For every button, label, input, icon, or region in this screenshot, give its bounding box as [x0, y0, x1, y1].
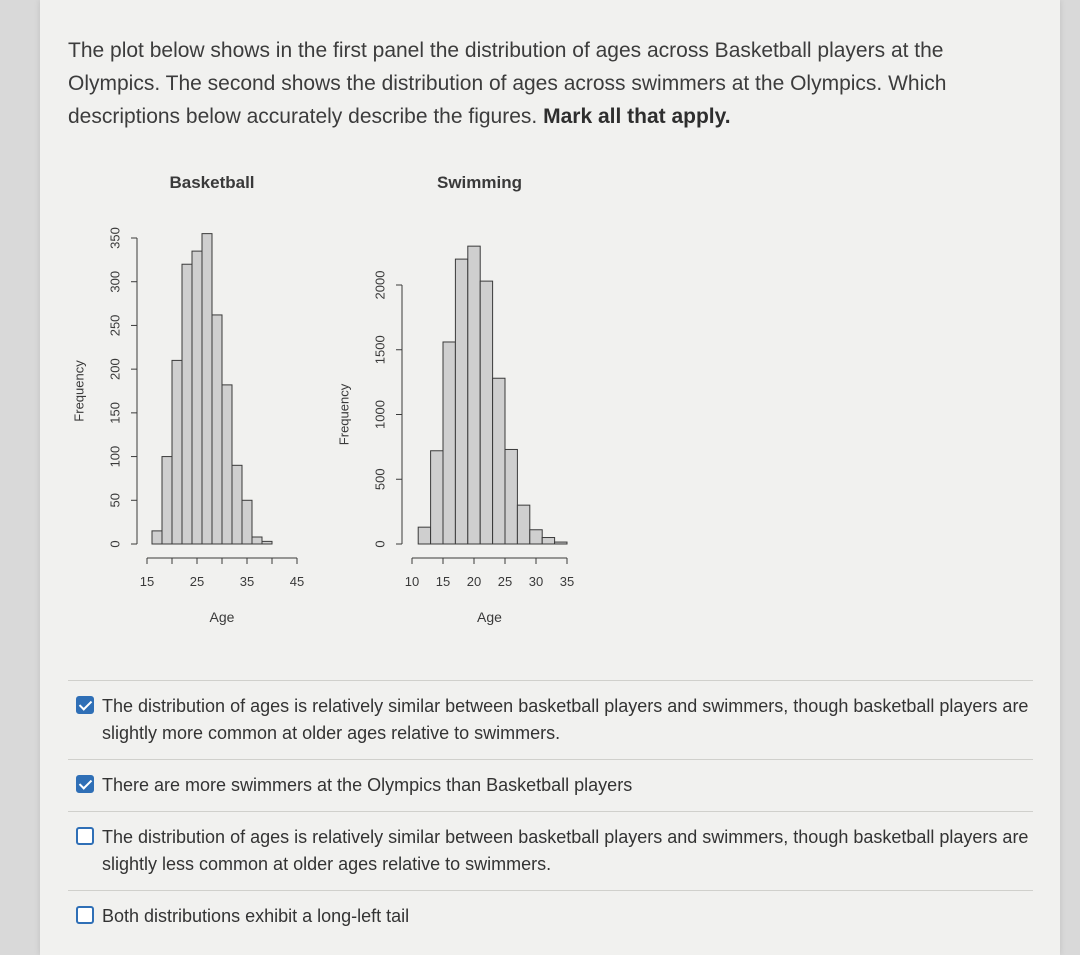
swimming-bar	[555, 542, 567, 544]
basketball-bar	[222, 385, 232, 544]
swimming-bar	[480, 281, 492, 544]
question-emphasis: Mark all that apply.	[543, 105, 731, 128]
basketball-y-tick-label: 350	[107, 227, 123, 249]
answer-options	[68, 680, 1033, 942]
swimming-x-tick-label: 20	[466, 574, 482, 589]
option-3-label: The distribution of ages is relatively similar between basketball players and swimmers, though basketball players are slightly less common at older ages relative to swimmers.	[102, 827, 1029, 874]
swimming-bar	[431, 451, 443, 544]
basketball-bar	[232, 465, 242, 544]
basketball-y-label: Frequency	[71, 360, 87, 422]
option-1-checkbox[interactable]	[76, 696, 94, 714]
option-1[interactable]	[68, 680, 1033, 759]
swimming-bar	[418, 527, 430, 544]
option-3-checkbox[interactable]	[76, 827, 94, 845]
swimming-x-tick-label: 15	[435, 574, 451, 589]
basketball-y-tick-label: 0	[107, 540, 123, 548]
question-body: The plot below shows in the first panel the distribution of ages across Basketball players at the Olympics. The second shows the distribution of ages across swimmers at the Olympics. Which descriptions below accurately describe the figures.	[68, 39, 947, 128]
option-4-checkbox[interactable]	[76, 906, 94, 924]
swimming-x-label: Age	[477, 609, 502, 625]
swimming-title: Swimming	[436, 173, 523, 192]
basketball-bar	[262, 541, 272, 544]
swimming-x-tick-label: 35	[559, 574, 575, 589]
basketball-title: Basketball	[169, 173, 255, 192]
basketball-x-tick-label: 15	[139, 574, 155, 589]
basketball-bar	[212, 315, 222, 544]
swimming-y-tick-label: 1500	[372, 335, 388, 365]
swimming-bar	[493, 378, 505, 544]
basketball-bar	[202, 234, 212, 544]
swimming-y-tick-label: 2000	[372, 270, 388, 300]
basketball-y-tick-label: 250	[107, 314, 123, 337]
basketball-bar	[152, 531, 162, 544]
basketball-y-tick-label: 150	[107, 402, 123, 424]
swimming-x-tick-label: 30	[528, 574, 544, 589]
option-2[interactable]	[68, 759, 1033, 811]
swimming-bar	[530, 530, 542, 544]
basketball-bar	[192, 251, 202, 544]
option-2-checkbox[interactable]	[76, 775, 94, 793]
basketball-bar	[242, 500, 252, 544]
swimming-x-tick-label: 25	[497, 574, 513, 589]
swimming-bar	[468, 246, 480, 544]
basketball-y-tick-label: 100	[107, 445, 123, 468]
option-4[interactable]	[68, 890, 1033, 942]
basketball-histogram	[60, 160, 320, 640]
basketball-bar	[172, 360, 182, 544]
swimming-bar	[542, 538, 554, 544]
basketball-x-tick-label: 35	[239, 574, 255, 589]
swimming-x-tick-label: 10	[404, 574, 420, 589]
swimming-y-tick-label: 1000	[372, 400, 388, 429]
question-text	[68, 34, 998, 133]
swimming-bar	[517, 505, 529, 544]
option-4-label: Both distributions exhibit a long-left tail	[102, 906, 410, 926]
basketball-y-tick-label: 200	[107, 358, 123, 380]
basketball-x-tick-label: 25	[189, 574, 205, 589]
basketball-bar	[252, 537, 262, 544]
swimming-y-label: Frequency	[336, 383, 352, 446]
swimming-histogram	[330, 160, 590, 640]
basketball-x-label: Age	[209, 609, 235, 625]
basketball-bar	[162, 457, 172, 544]
swimming-y-tick-label: 500	[372, 468, 388, 491]
option-3[interactable]	[68, 811, 1033, 890]
basketball-y-tick-label: 300	[107, 270, 123, 293]
swimming-bar	[455, 259, 467, 544]
swimming-y-tick-label: 0	[372, 540, 388, 548]
swimming-bar	[505, 449, 517, 544]
swimming-bar	[443, 342, 455, 544]
option-2-label: There are more swimmers at the Olympics than Basketball players	[102, 775, 633, 795]
basketball-bar	[182, 264, 192, 544]
basketball-x-tick-label: 45	[289, 574, 305, 589]
option-1-label: The distribution of ages is relatively similar between basketball players and swimmers, though basketball players are slightly more common at older ages relative to swimmers.	[102, 696, 1029, 743]
basketball-y-tick-label: 50	[107, 493, 123, 508]
